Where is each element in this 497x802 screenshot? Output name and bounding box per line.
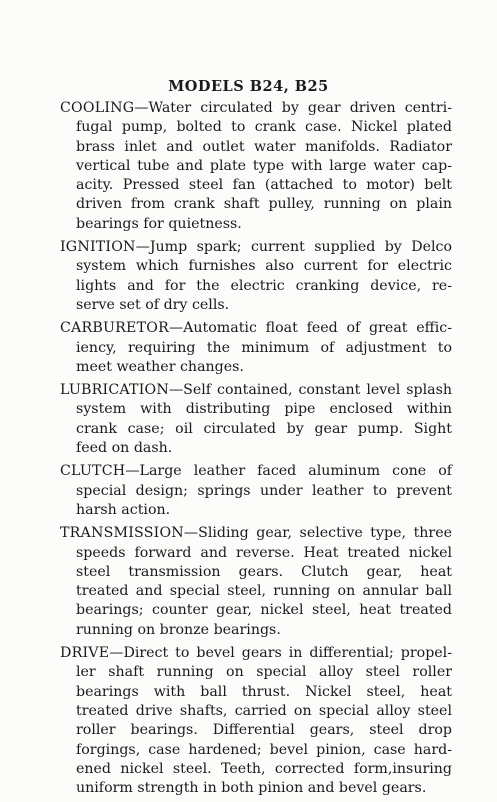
spec-text: iency, requiring the minimum of adjustment to [76, 339, 452, 356]
spec-line [60, 524, 452, 543]
spec-line [60, 760, 452, 779]
spec-line [60, 439, 452, 458]
spec-line [60, 621, 452, 640]
spec-text: lights and for the electric cranking device, re- [76, 277, 452, 294]
spec-entry-drive [60, 644, 452, 798]
spec-text: —Sliding gear, selective type, three [183, 525, 452, 542]
spec-entry-lubrication [60, 381, 452, 458]
spec-line [60, 339, 452, 358]
spec-line [60, 462, 452, 481]
spec-text: driven from crank shaft pulley, running on plain [76, 196, 452, 213]
spec-text: forgings, case hardened; bevel pinion, case hard- [76, 741, 452, 758]
spec-text: —Self contained, constant level splash [168, 382, 452, 399]
spec-heading-carburetor: CARBURETOR [60, 320, 169, 337]
spec-line [60, 683, 452, 702]
spec-line [60, 319, 452, 338]
spec-line [60, 358, 452, 377]
spec-line [60, 544, 452, 563]
spec-text: vertical tube and plate type with large water cap- [76, 157, 452, 174]
spec-line [60, 501, 452, 520]
spec-line [60, 779, 452, 798]
spec-line [60, 400, 452, 419]
spec-line [60, 644, 452, 663]
spec-line [60, 157, 452, 176]
spec-text: —Direct to bevel gears in differential; propel- [109, 645, 452, 662]
spec-line [60, 482, 452, 501]
spec-heading-lubrication: LUBRICATION [60, 382, 169, 399]
spec-text: system with distributing pipe enclosed within [76, 401, 452, 418]
spec-entry-clutch [60, 462, 452, 520]
spec-text: speeds forward and reverse. Heat treated nickel [76, 544, 452, 561]
spec-text: ler shaft running on special alloy steel roller [76, 664, 452, 681]
spec-text: steel transmission gears. Clutch gear, heat [76, 563, 452, 580]
spec-text: —Automatic float feed of great effic- [168, 320, 452, 337]
spec-text: crank case; oil circulated by gear pump. Sight [76, 420, 452, 437]
spec-entry-cooling [60, 99, 452, 234]
spec-text: running on bronze bearings. [76, 621, 281, 638]
spec-text: roller bearings. Differential gears, steel drop [76, 722, 452, 739]
spec-line [60, 741, 452, 760]
spec-text: serve set of dry cells. [76, 296, 230, 313]
spec-entry-ignition [60, 238, 452, 315]
spec-text: bearings; counter gear, nickel steel, heat treated [76, 602, 452, 619]
spec-line [60, 420, 452, 439]
spec-heading-cooling: COOLING [60, 100, 135, 116]
spec-text: acity. Pressed steel fan (attached to motor) belt [76, 177, 452, 194]
spec-line [60, 721, 452, 740]
spec-line [60, 215, 452, 234]
spec-text: meet weather changes. [76, 358, 244, 375]
spec-text: bearings for quietness. [76, 215, 242, 232]
spec-line [60, 257, 452, 276]
spec-entry-carburetor [60, 319, 452, 377]
specification-list [60, 99, 452, 802]
spec-entry-transmission [60, 524, 452, 640]
spec-line [60, 663, 452, 682]
spec-text: —Large leather faced aluminum cone of [125, 463, 452, 480]
spec-line [60, 296, 452, 315]
spec-line [60, 381, 452, 400]
spec-heading-ignition: IGNITION [60, 239, 136, 256]
spec-line [60, 138, 452, 157]
spec-line [60, 238, 452, 257]
spec-text: ened nickel steel. Teeth, corrected form,insuring [76, 760, 452, 777]
spec-text: —Jump spark; current supplied by Delco [135, 239, 452, 256]
spec-text: —Water circulated by gear driven centri- [134, 100, 452, 116]
spec-line [60, 563, 452, 582]
spec-heading-clutch: CLUTCH [60, 463, 126, 480]
spec-text: uniform strength in both pinion and bevel gears. [76, 780, 427, 797]
spec-text: fugal pump, bolted to crank case. Nickel plated [76, 119, 452, 136]
spec-text: brass inlet and outlet water manifolds. Radiator [76, 138, 452, 155]
spec-line [60, 118, 452, 137]
spec-line [60, 99, 452, 118]
spec-text: system which furnishes also current for electric [76, 258, 452, 275]
spec-text: treated drive shafts, carried on special alloy steel [76, 702, 452, 719]
spec-heading-transmission: TRANSMISSION [60, 525, 184, 542]
spec-text: feed on dash. [76, 440, 173, 457]
spec-line [60, 702, 452, 721]
spec-line [60, 277, 452, 296]
spec-line [60, 601, 452, 620]
spec-text: treated and special steel, running on annular ball [76, 583, 452, 600]
spec-text: harsh action. [76, 501, 171, 518]
spec-line [60, 176, 452, 195]
spec-line [60, 195, 452, 214]
spec-text: special design; springs under leather to prevent [76, 482, 452, 499]
page-title: MODELS B24, B25 [168, 78, 329, 95]
spec-line [60, 582, 452, 601]
spec-heading-drive: DRIVE [60, 645, 110, 662]
spec-text: bearings with ball thrust. Nickel steel, heat [76, 683, 452, 700]
